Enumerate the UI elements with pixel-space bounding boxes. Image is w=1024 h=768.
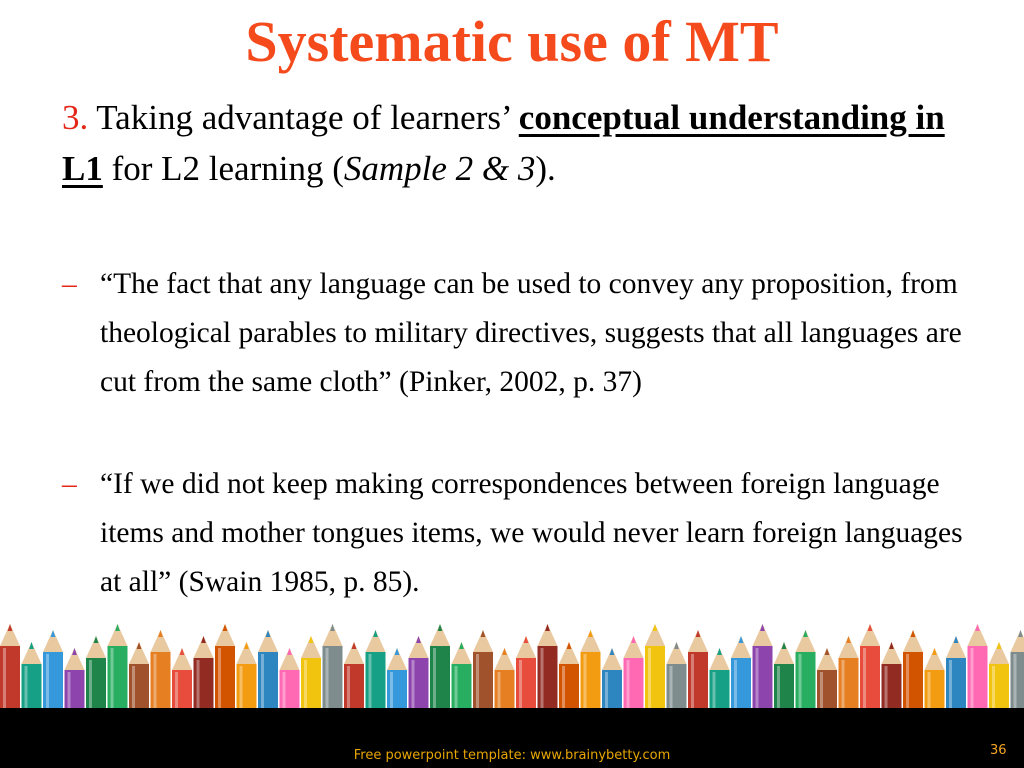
quote-text: “If we did not keep making correspondences between foreign language items and mother tongues items, we would never learn foreign languages at all” (Swain 1985, p. 85). — [100, 468, 963, 598]
quote-swain — [62, 460, 967, 607]
pencil — [280, 648, 300, 710]
point-number: 3. — [62, 98, 89, 137]
pencil — [215, 624, 235, 710]
pencil — [323, 624, 343, 710]
pencil — [882, 642, 902, 710]
pencil — [796, 630, 816, 710]
pencil — [129, 642, 149, 710]
pencil — [667, 642, 687, 710]
pencil — [753, 624, 773, 710]
pencil — [559, 642, 579, 710]
pencil — [989, 642, 1009, 710]
pencil — [301, 636, 321, 710]
pencil — [86, 636, 106, 710]
pencil — [538, 624, 558, 710]
dash-bullet: – — [62, 268, 77, 300]
pencil — [108, 624, 128, 710]
pencil — [688, 630, 708, 710]
quote-text: “The fact that any language can be used to convey any proposition, from theological parables to military directives, suggests that all languages are cut from the same cloth” (Pinker, 2002, p. 37) — [100, 268, 962, 398]
pencil — [366, 630, 386, 710]
pencil — [172, 648, 192, 710]
pencil — [645, 624, 665, 710]
pencil — [581, 630, 601, 710]
pencil — [473, 630, 493, 710]
pencil — [409, 636, 429, 710]
pencil — [602, 648, 622, 710]
pencil — [774, 642, 794, 710]
pencil — [903, 630, 923, 710]
pencil — [495, 648, 515, 710]
pencil — [839, 636, 859, 710]
pencil — [925, 648, 945, 710]
colored-pencils-image — [0, 618, 1024, 710]
pencil — [43, 630, 63, 710]
dash-bullet: – — [62, 468, 77, 500]
slide-title: Systematic use of MT — [245, 9, 779, 74]
page-number: 36 — [990, 743, 1007, 758]
pencil — [1011, 630, 1024, 710]
pencil — [731, 636, 751, 710]
pencil — [22, 642, 42, 710]
pencil — [710, 648, 730, 710]
pencil — [430, 624, 450, 710]
pencil — [237, 642, 257, 710]
pencil — [65, 648, 85, 710]
pencil — [0, 624, 20, 710]
pencil — [194, 636, 214, 710]
main-point — [62, 92, 962, 194]
quote-pinker — [62, 260, 967, 407]
point-text-1: Taking advantage of learners’ — [96, 98, 519, 137]
pencil — [151, 630, 171, 710]
pencil — [452, 642, 472, 710]
pencil — [946, 636, 966, 710]
pencil — [387, 648, 407, 710]
pencil — [258, 630, 278, 710]
point-text-2: for L2 learning ( — [102, 149, 344, 188]
pencil — [516, 636, 536, 710]
pencil — [817, 648, 837, 710]
pencil — [624, 636, 644, 710]
point-italic: Sample 2 & 3 — [343, 149, 536, 188]
pencil — [968, 624, 988, 710]
point-emphasis: conceptual understanding in L1 — [62, 98, 945, 188]
pencil — [344, 642, 364, 710]
point-text-3: ). — [535, 149, 556, 188]
pencil — [860, 624, 880, 710]
template-credit: Free powerpoint template: www.brainybetty.com — [353, 748, 671, 763]
